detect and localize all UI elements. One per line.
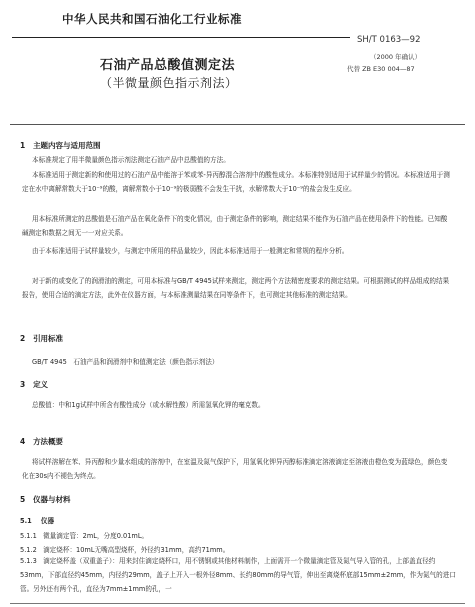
title-divider — [10, 124, 465, 125]
item-text: 微量滴定管：2mL，分度0.01mL。 — [43, 532, 149, 540]
section-heading — [20, 379, 48, 390]
item-number: 5.1.3 — [20, 557, 37, 565]
header-rule — [12, 37, 350, 38]
page-bottom-rule — [10, 603, 465, 604]
section-number: 2 — [20, 334, 26, 343]
section-title: 引用标准 — [33, 334, 64, 343]
paragraph: 本标准规定了用半微量颜色指示剂法测定石油产品中总酸值的方法。 — [32, 156, 230, 164]
standard-header: 中华人民共和国石油化工行业标准 — [62, 12, 242, 26]
list-item — [20, 530, 148, 540]
subsection-number: 5.1 — [20, 517, 32, 525]
item-text: 滴定烧杯盖（双重盖子）：用来封住滴定烧杯口，用不锈钢或其他材料制作，上面需开一个微量滴定管及氮气导入管的孔，上部盖直径约53mm，下部直径约45mm，内径约29mm，盖子上开入一根外径8mm、长约80mm的导气管，伸出至离烧杯底部15mm±2mm，作为氮气的进口管。另外还有两个孔，直径为7mm±1mm的孔，一 — [20, 557, 456, 593]
section-number: 1 — [20, 141, 26, 150]
section-heading — [20, 140, 101, 151]
standard-code: SH/T 0163—92 — [357, 35, 421, 45]
paragraph: 对于新的或变化了的润滑油的测定，可用本标准与GB/T 4945试样来测定，测定两个方法精密度要求的测定结果。可根据测试的样品组成的结果报告，使用合适的滴定方法，此外在仪器方面，与本标准测量结果在同等条件下，也可测定其他标准的测定结果。 — [22, 277, 450, 299]
paragraph: 总酸值：中和1g试样中所含有酸性成分（或水解性酸）所需氢氧化钾的毫克数。 — [32, 401, 265, 409]
item-text: 滴定烧杯：10mL无嘴高型烧杯，外径约31mm，高约71mm。 — [43, 546, 230, 554]
list-item — [20, 544, 229, 554]
document-title: 石油产品总酸值测定法 — [100, 58, 236, 73]
replaces-standard: 代替 ZB E30 004—87 — [347, 65, 415, 73]
section-number: 3 — [20, 380, 26, 389]
section-title: 方法概要 — [33, 437, 64, 446]
section-title: 主题内容与适用范围 — [33, 141, 101, 150]
confirmation-date: （2000 年确认） — [370, 53, 422, 61]
item-number: 5.1.2 — [20, 546, 37, 554]
reference-item: GB/T 4945 石油产品和润滑剂中和值测定法（颜色指示剂法） — [32, 358, 219, 366]
paragraph: 将试样溶解在苯、异丙醇和少量水组成的溶剂中，在室温及氮气保护下，用氢氧化钾异丙醇标准滴定溶液滴定至溶液由橙色变为蓝绿色，颜色变化在30s内不褪色为终点。 — [22, 458, 448, 480]
section-title: 定义 — [33, 380, 49, 389]
section-number: 4 — [20, 437, 26, 446]
item-number: 5.1.1 — [20, 532, 37, 540]
list-item — [20, 554, 460, 602]
paragraph: 本标准适用于测定新的和使用过的石油产品中能溶于苯或苯-异丙醇混合溶剂中的酸性成分。本标准特别适用于试样量少的情况。本标准适用于测定在水中离解常数大于10⁻⁹的酸，离解常数小于10⁻⁹的极弱酸不会发生干扰，水解常数大于10⁻⁹的盐会发生反应。 — [22, 171, 450, 193]
document-subtitle: （半微量颜色指示剂法） — [100, 76, 238, 90]
paragraph: 用本标准所测定的总酸值是石油产品在氧化条件下的变化情况，由于测定条件的影响，测定结果不能作为石油产品在使用条件下的性能。已知酸碱测定和数据之间无一一对应关系。 — [22, 215, 448, 237]
paragraph: 由于本标准适用于试样量较少，与测定中所用的样品量较少，因此本标准适用于一般测定和常规的程序分析。 — [32, 247, 349, 255]
subsection-title: 仪器 — [40, 517, 55, 525]
section-heading — [20, 436, 63, 447]
section-heading — [20, 333, 63, 344]
section-title: 仪器与材料 — [33, 495, 71, 504]
subsection-heading — [20, 515, 54, 525]
section-heading — [20, 494, 71, 505]
section-number: 5 — [20, 495, 26, 504]
